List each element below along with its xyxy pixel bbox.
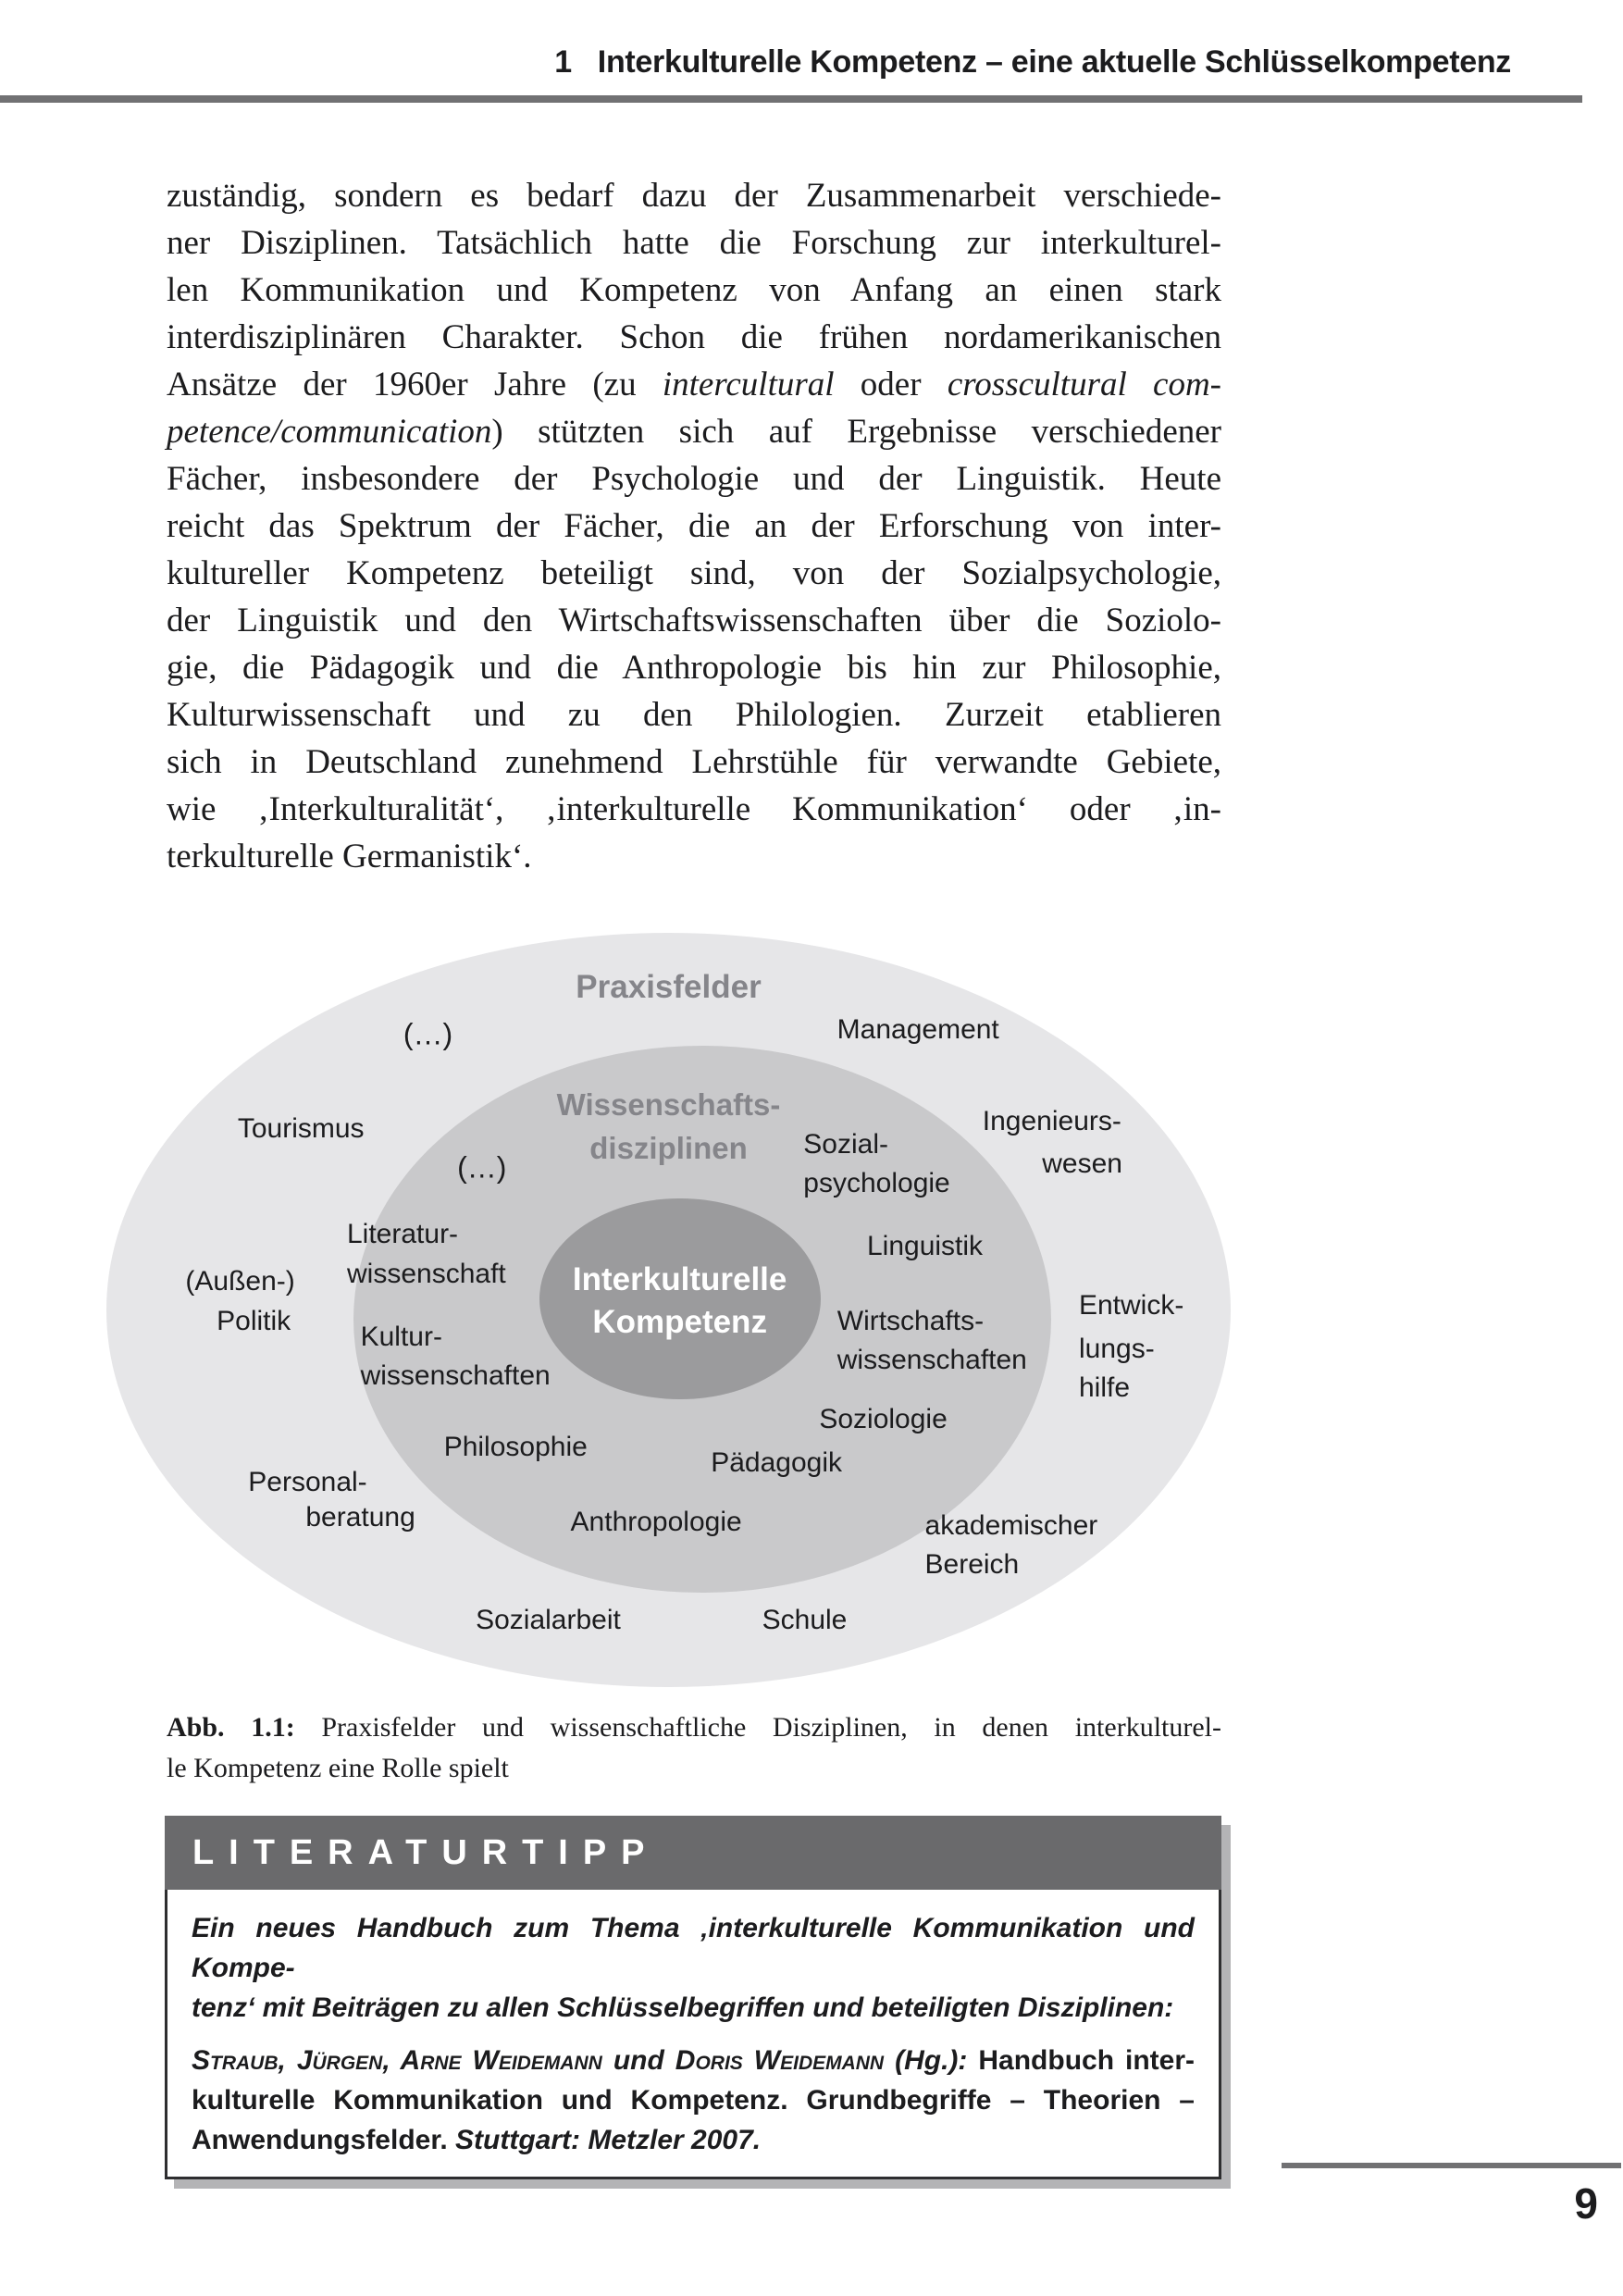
label-praxisfelder: Praxisfelder [576,968,762,1005]
literaturtipp-title: LITERATURTIPP [192,1832,660,1872]
chapter-number: 1 [554,44,572,80]
label-ingenieurswesen-line2: wesen [1042,1148,1122,1180]
label-wissenschaftsdisziplinen-line1: Wissenschafts- [556,1086,781,1122]
label-kulturwissenschaften-line1: Kultur- [360,1321,442,1352]
label-entwicklungshilfe-line2: lungs- [1078,1333,1155,1364]
label-linguistik: Linguistik [866,1231,984,1262]
label-soziologie: Soziologie [819,1403,948,1434]
label-sozialpsychologie-line2: psychologie [803,1168,950,1199]
label-wissenschaftsdisziplinen-line2: disziplinen [589,1131,748,1166]
label-ellipsis-outer: (…) [403,1017,453,1051]
label-wirtschaftswissenschaften-line2: wissenschaften [836,1345,1027,1376]
label-anthropologie: Anthropologie [570,1507,742,1538]
literaturtipp-box [165,1816,1221,2179]
label-schule: Schule [762,1605,848,1636]
literaturtipp-body [165,1890,1221,2179]
core-label-line2: Kompetenz [592,1303,767,1340]
label-philosophie: Philosophie [443,1431,588,1462]
core-label-line1: Interkulturelle [572,1260,787,1297]
literaturtipp-header [165,1816,1221,1890]
label-management: Management [836,1014,999,1046]
label-literaturwissenschaft-line1: Literatur- [347,1219,459,1249]
chapter-title: Interkulturelle Kompetenz – eine aktuelle Schlüsselkompetenz [597,44,1511,80]
label-akademischer-bereich-line2: Bereich [924,1548,1020,1580]
figure-caption: Abb. 1.1: Praxisfelder und wissenschaftliche Disziplinen, in denen interkulturel- le Kompetenz eine Rolle spielt [167,1712,1221,1783]
label-sozialpsychologie-line1: Sozial- [803,1129,888,1160]
label-akademischer-bereich-line1: akademischer [924,1510,1098,1542]
label-personalberatung-line1: Personal- [248,1467,367,1498]
label-ingenieurswesen-line1: Ingenieurs- [982,1105,1121,1136]
figure-diagram [106,933,1231,1687]
label-ellipsis-inner: (…) [457,1150,507,1185]
literaturtipp-reference: Straub, Jürgen, Arne Weidemann und Doris Weidemann (Hg.): Handbuch inter- kulturelle Kommunikation und Kompetenz. Grundbegriffe – Theorien – Anwendungsfelder. Stuttgart: Metzler 2007. [192,2045,1196,2155]
label-aussenpolitik-line2: Politik [217,1305,291,1336]
label-aussenpolitik-line1: (Außen-) [185,1266,295,1297]
page-number: 9 [1574,2179,1598,2228]
chapter-heading [167,43,1511,81]
literaturtipp-intro: Ein neues Handbuch zum Thema ‚interkulturelle Kommunikation und Kompe- tenz‘ mit Beiträgen zu allen Schlüsselbegriffen und beteiligten Disziplinen: [192,1913,1195,2023]
label-personalberatung-line2: beratung [305,1501,415,1533]
label-entwicklungshilfe-line1: Entwick- [1078,1289,1184,1321]
label-wirtschaftswissenschaften-line1: Wirtschafts- [836,1305,985,1336]
header-rule [0,95,1582,103]
label-kulturwissenschaften-line2: wissenschaften [360,1360,551,1392]
label-literaturwissenschaft-line2: wissenschaft [347,1259,506,1290]
label-paedagogik: Pädagogik [711,1446,843,1478]
label-interkulturelle-kompetenz [573,1259,787,1344]
label-entwicklungshilfe-line3: hilfe [1078,1372,1131,1404]
label-sozialarbeit: Sozialarbeit [476,1605,621,1636]
body-paragraph: zuständig, sondern es bedarf dazu der Zusammenarbeit verschiede- ner Disziplinen. Tatsächlich hatte die Forschung zur interkulturel- len Kommunikation und Kompetenz von Anfang an einen stark interdisziplinären Charakter. Schon die frühen nordamerikanischen Ansätze der 1960er Jahre (zu intercultural oder crosscultural com- petence/communication) stützten sich auf Ergebnisse verschiedener Fächer, insbesondere der Psychologie und der Linguistik. Heute reicht das Spektrum der Fächer, die an der Erforschung von inter- kultureller Kompetenz beteiligt sind, von der Sozialpsychologie, der Linguistik und den Wirtschaftswissenschaften über die Soziolo- gie, die Pädagogik und die Anthropologie bis hin zur Philosophie, Kulturwissenschaft und zu den Philologien. Zurzeit etablieren sich in Deutschland zunehmend Lehrstühle für verwandte Gebiete, wie ‚Interkulturalität‘, ‚interkulturelle Kommunikation‘ oder ‚in- terkulturelle Germanistik‘. [167,177,1221,875]
footer-rule [1282,2163,1621,2168]
label-tourismus: Tourismus [237,1112,365,1144]
